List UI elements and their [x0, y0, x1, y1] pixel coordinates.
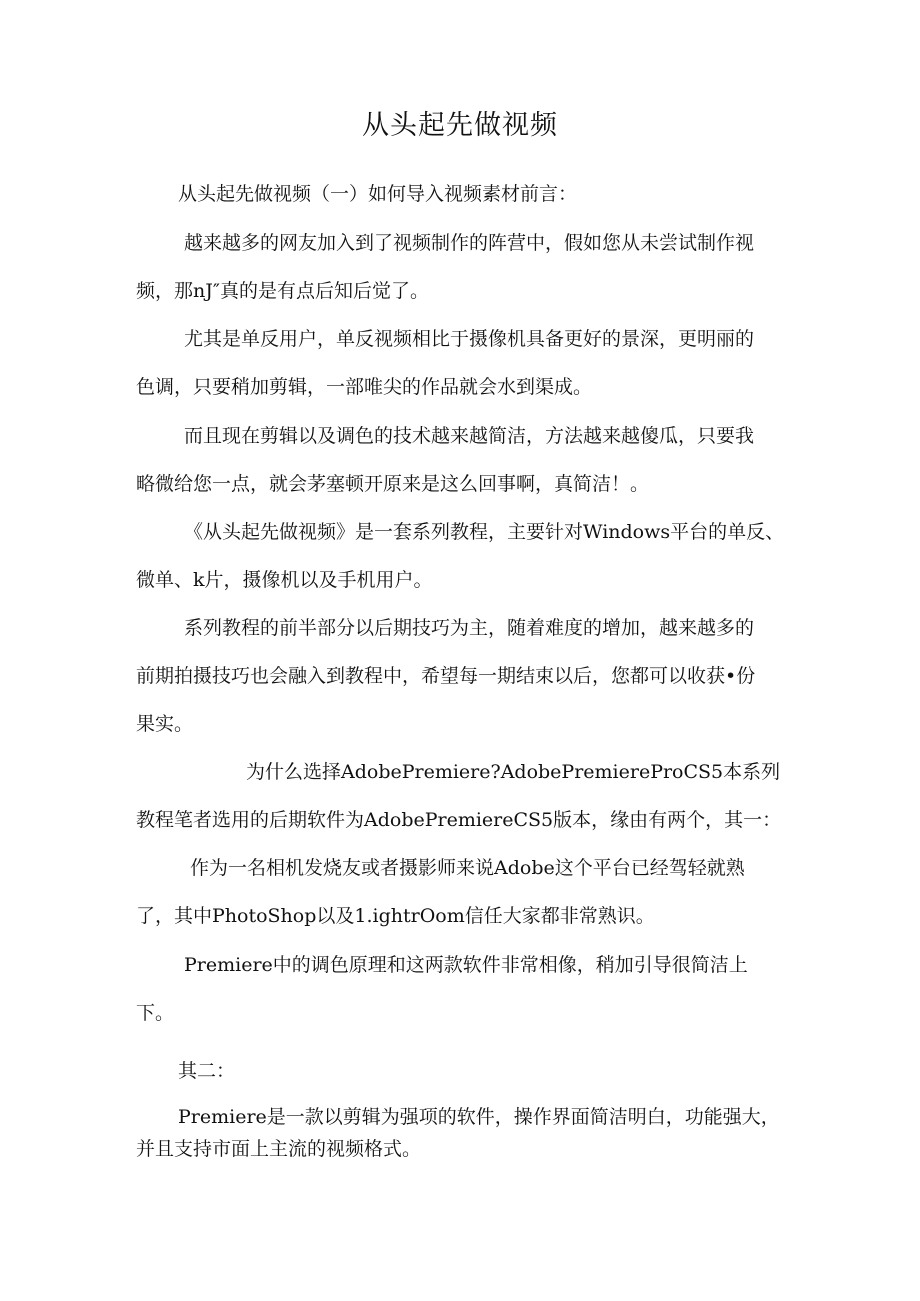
paragraph-line: 下。	[136, 1002, 175, 1024]
paragraph-line: 从头起先做视频（一）如何导入视频素材前言：	[178, 183, 578, 205]
paragraph-line: 系列教程的前半部分以后期技巧为主，随着难度的增加，越来越多的	[184, 617, 755, 639]
paragraph-line: 前期拍摄技巧也会融入到教程中，希望每一期结束以后，您都可以收获•份	[136, 665, 756, 687]
paragraph-line: 并且支持市面上主流的视频格式。	[136, 1138, 422, 1160]
paragraph-intro	[136, 170, 786, 218]
paragraph-line: 其二：	[178, 1060, 236, 1082]
paragraph-line: 果实。	[136, 713, 194, 735]
paragraph-line: 而且现在剪辑以及调色的技术越来越简洁，方法越来越傻瓜，只要我	[184, 425, 755, 447]
paragraph-line: 色调，只要稍加剪辑，一部唯尖的作品就会水到渠成。	[136, 376, 593, 398]
paragraph-9	[136, 1047, 786, 1095]
paragraph-line: 微单、k片，摄像机以及手机用户。	[136, 569, 433, 591]
paragraph-line: 《从头起先做视频》是一套系列教程，主要针对Windows平台的单反、	[184, 521, 785, 543]
paragraph-line: 尤其是单反用户，单反视频相比于摄像机具备更好的景深，更明丽的	[184, 328, 755, 350]
paragraph-line: Premiere中的调色原理和这两款软件非常相像，稍加引导很简洁上	[184, 954, 748, 976]
paragraph-3	[136, 412, 786, 508]
paragraph-1	[136, 219, 786, 315]
paragraph-5	[136, 604, 786, 748]
paragraph-8	[136, 941, 786, 1037]
paragraph-7	[136, 844, 786, 940]
paragraph-6	[136, 748, 786, 844]
paragraph-4	[136, 508, 786, 604]
paragraph-line: 教程笔者选用的后期软件为AdobePremiereCS5版本，缘由有两个，其一：	[136, 809, 782, 831]
paragraph-line: 越来越多的网友加入到了视频制作的阵营中，假如您从未尝试制作视	[184, 232, 755, 254]
paragraph-line: 了，其中PhotoShop以及1.ightrOom信任大家都非常熟识。	[136, 905, 655, 927]
paragraph-line: 频，那nJ″真的是有点后知后觉了。	[136, 280, 429, 302]
paragraph-line: Premiere是一款以剪辑为强项的软件，操作界面简洁明白，功能强大，	[178, 1106, 780, 1128]
paragraph-line: 略微给您一点，就会茅塞顿开原来是这么回事啊，真简洁！。	[136, 473, 650, 495]
paragraph-2	[136, 315, 786, 411]
paragraph-10	[136, 1101, 786, 1165]
paragraph-line: 作为一名相机发烧友或者摄影师来说Adobe这个平台已经驾轻就熟	[190, 857, 745, 879]
paragraph-line: 为什么选择AdobePremiere?AdobePremiereProCS5本系列	[246, 761, 781, 783]
document-title: 从头起先做视频	[362, 110, 558, 141]
